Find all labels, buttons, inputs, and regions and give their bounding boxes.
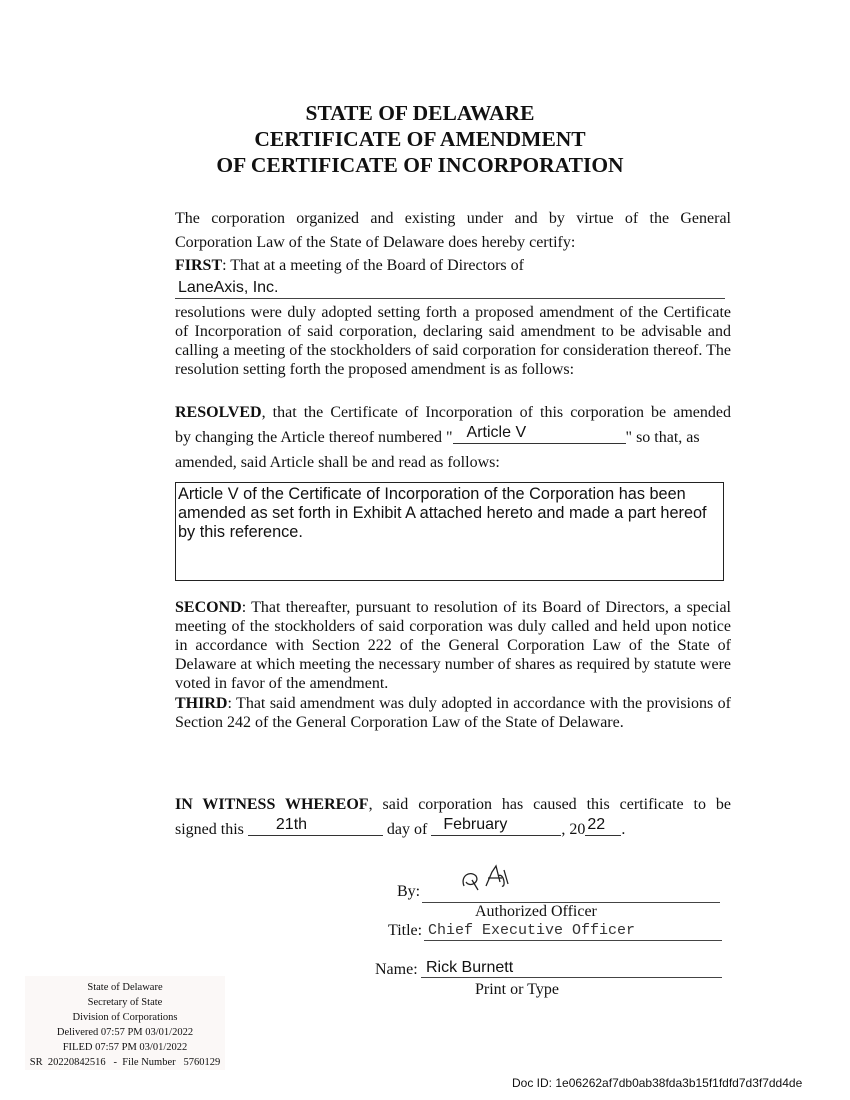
stamp-line: FILED 07:57 PM 03/01/2022	[62, 1042, 188, 1053]
resolved-text-2b: " so that, as	[625, 429, 700, 446]
resolved-line-3: amended, said Article shall be and read as follows:	[175, 454, 500, 471]
title-line	[424, 940, 722, 941]
company-underline	[175, 298, 725, 299]
period: .	[621, 821, 626, 838]
amendment-text-box	[175, 482, 724, 581]
print-or-type-caption: Print or Type	[475, 981, 559, 998]
second-text: : That thereafter, pursuant to resolution of its Board of Directors, a special meeting of the stockholders of said corporation was duly called and held upon notice in accordance with Section 222 of the General Corporation Law of the State of Delaware at which meeting the necessary number of shares as required by statute were voted in favor of the amendment.	[175, 599, 731, 692]
witness-line	[175, 796, 731, 814]
first-heading	[175, 257, 524, 275]
filing-stamp	[25, 976, 225, 1070]
month-field	[431, 816, 561, 836]
third-label: THIRD	[175, 695, 228, 712]
witness-label: IN WITNESS WHEREOF	[175, 796, 369, 813]
day-value: 21th	[275, 816, 308, 833]
name-line	[421, 977, 722, 978]
second-label: SECOND	[175, 599, 242, 616]
resolved-line-2	[175, 424, 700, 447]
stamp-line: Secretary of State	[87, 997, 163, 1008]
doc-id: Doc ID: 1e06262af7db0ab38fda3b15f1fdfd7d3f7dd4de	[512, 1076, 803, 1090]
year-value: 22	[587, 816, 606, 833]
stamp-line: Division of Corporations	[72, 1012, 178, 1023]
title-line-3: OF CERTIFICATE OF INCORPORATION	[216, 153, 624, 177]
title-line-1: STATE OF DELAWARE	[305, 101, 535, 125]
name-value: Rick Burnett	[426, 959, 514, 976]
resolved-label: RESOLVED	[175, 404, 262, 421]
stamp-line: SR 20220842516 - File Number 5760129	[29, 1057, 221, 1068]
title-value: Chief Executive Officer	[428, 922, 636, 939]
signed-line	[175, 816, 626, 839]
first-paragraph: resolutions were duly adopted setting forth a proposed amendment of the Certificate of Incorporation of said corporation, declaring said amendment to be advisable and calling a meeting of the stockholders of said corporation for consideration thereof. The resolution setting forth the proposed amendment is as follows:	[175, 304, 731, 378]
resolved-text: , that the Certificate of Incorporation of this corporation be amended	[261, 404, 731, 421]
name-label: Name:	[375, 961, 418, 978]
authorized-officer-caption: Authorized Officer	[475, 903, 597, 920]
article-field	[453, 424, 626, 444]
title-label: Title:	[388, 922, 423, 939]
signed-this-label: signed this	[175, 821, 244, 838]
resolved-text-2a: by changing the Article thereof numbered "	[175, 429, 453, 446]
intro-paragraph: The corporation organized and existing under and by virtue of the General Corporation Law of the State of Delaware does hereby certify:	[175, 210, 731, 251]
third-text: : That said amendment was duly adopted in accordance with the provisions of Section 242 of the General Corporation Law of the State of Delaware.	[175, 695, 731, 731]
amendment-text: Article V of the Certificate of Incorporation of the Corporation has been amended as set forth in Exhibit A attached hereto and made a part hereof by this reference.	[178, 485, 707, 541]
day-of-label: day of	[386, 821, 428, 838]
company-name: LaneAxis, Inc.	[178, 279, 279, 296]
resolved-line-1	[175, 404, 731, 422]
stamp-line: Delivered 07:57 PM 03/01/2022	[56, 1027, 194, 1038]
first-text: : That at a meeting of the Board of Directors of	[222, 257, 524, 274]
second-paragraph	[175, 598, 731, 693]
by-label: By:	[397, 883, 421, 900]
day-field	[248, 816, 383, 836]
first-label: FIRST	[175, 257, 223, 274]
stamp-line: State of Delaware	[87, 982, 163, 993]
signature-image	[458, 862, 518, 894]
third-paragraph	[175, 694, 731, 732]
year-field	[585, 816, 621, 836]
title-line-2: CERTIFICATE OF AMENDMENT	[254, 127, 586, 151]
year-prefix: , 20	[561, 821, 586, 838]
month-value: February	[443, 816, 508, 833]
article-value: Article V	[466, 424, 527, 441]
witness-text: , said corporation has caused this certificate to be	[368, 796, 732, 813]
